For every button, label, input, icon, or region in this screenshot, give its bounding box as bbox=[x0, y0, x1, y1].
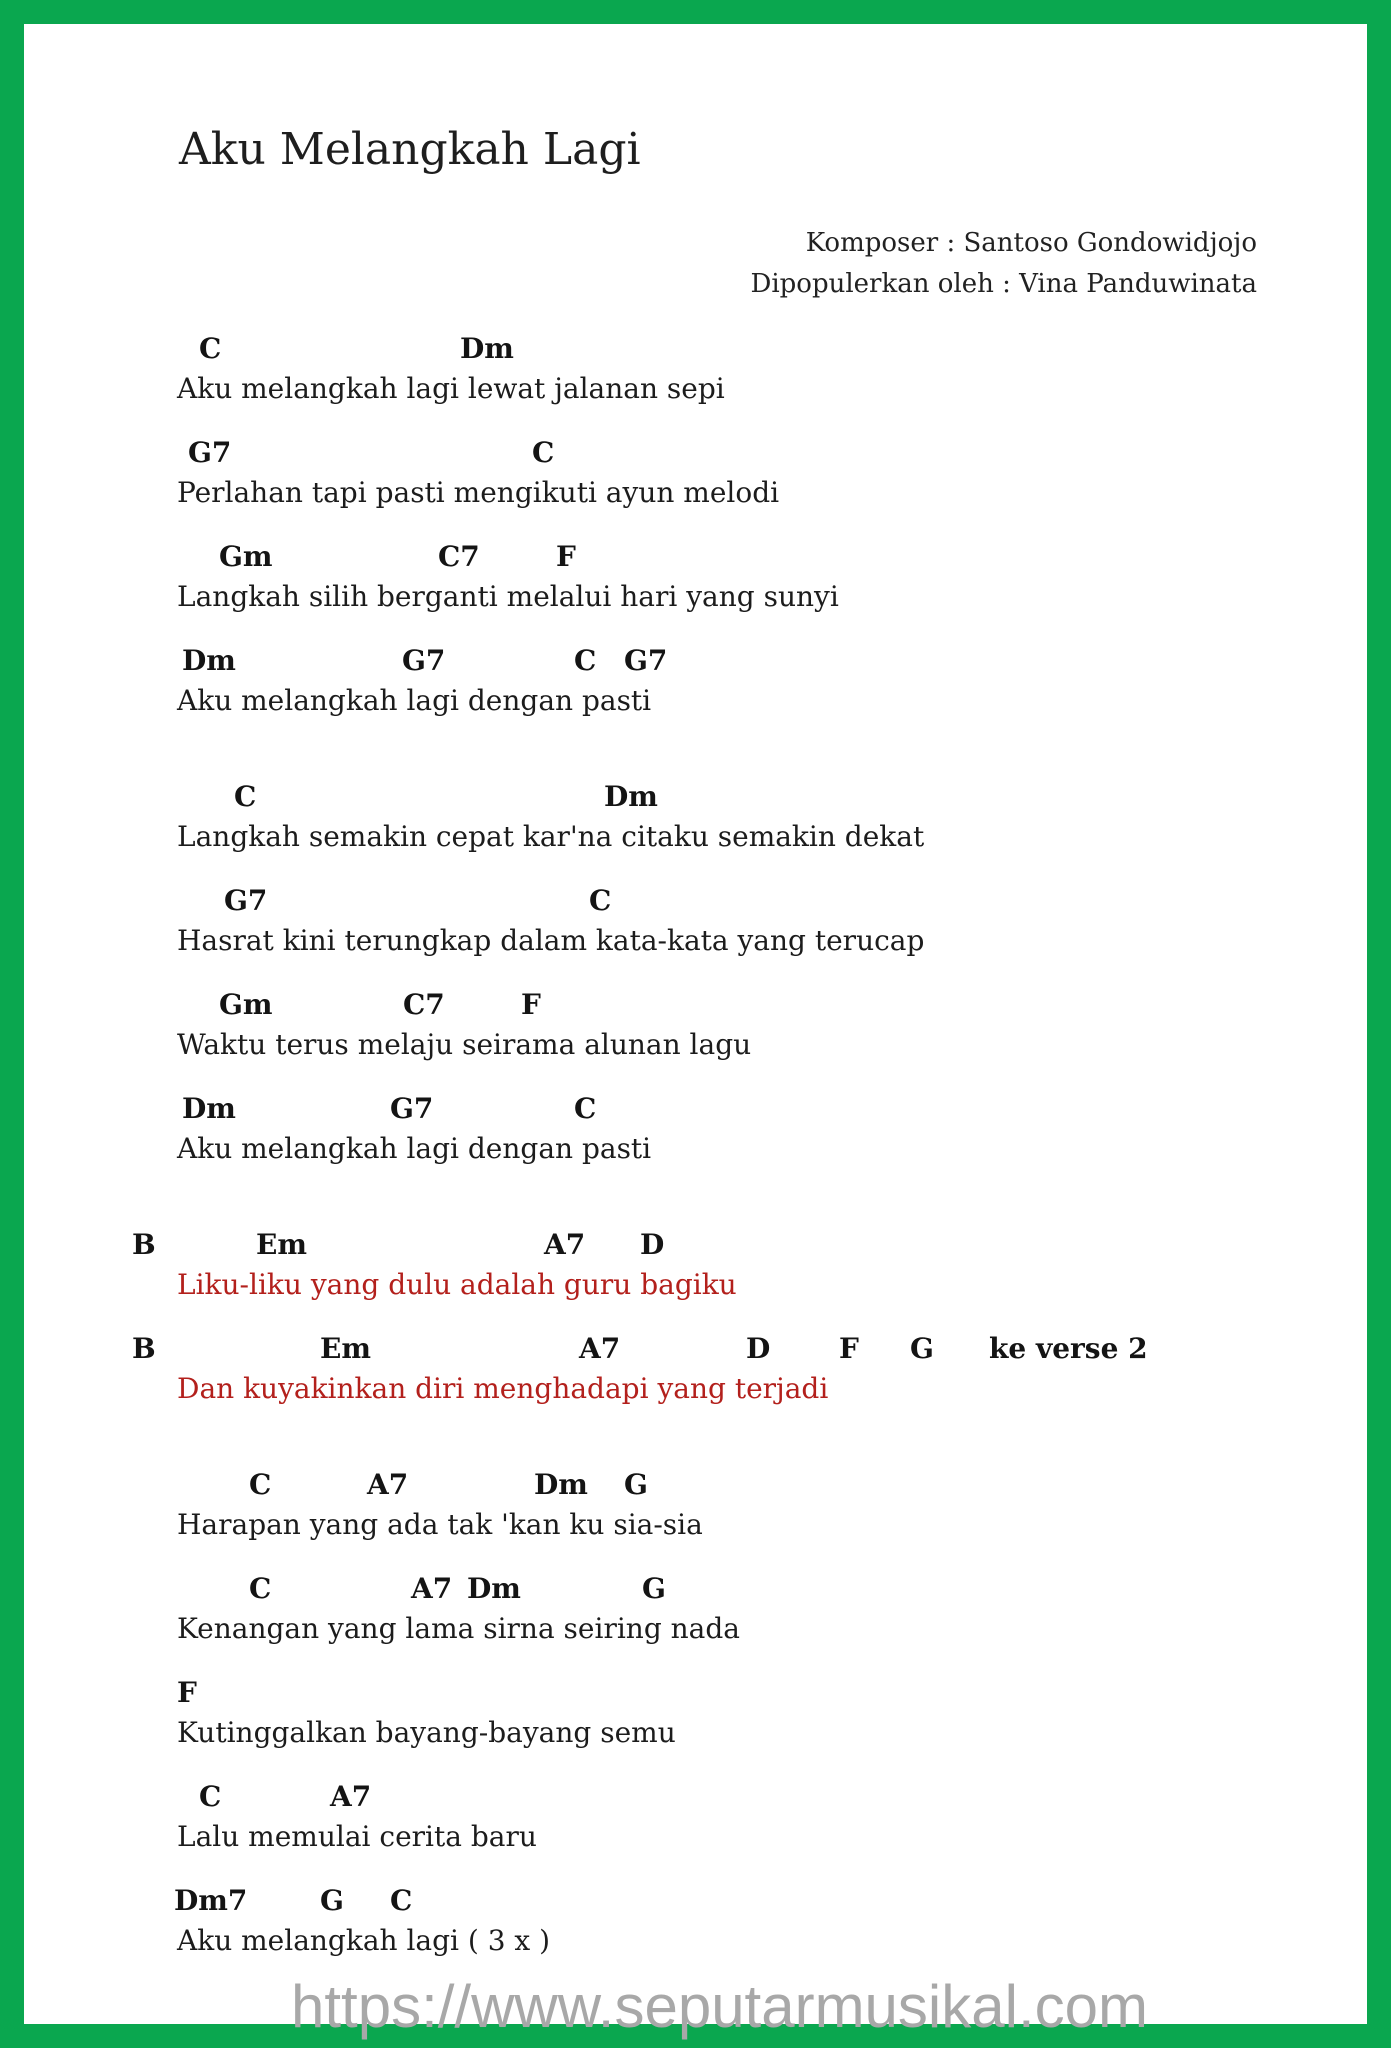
chord: C bbox=[589, 884, 612, 917]
chord: G7 bbox=[224, 884, 268, 917]
lyric-text: Aku melangkah lagi dengan pasti bbox=[177, 684, 652, 717]
lyric-text: Kutinggalkan bayang-bayang semu bbox=[177, 1716, 676, 1749]
chord: F bbox=[556, 540, 576, 573]
chord: Em bbox=[256, 1228, 307, 1261]
composer-credit: Komposer : Santoso Gondowidjojo bbox=[805, 228, 1257, 258]
chord: G bbox=[320, 1884, 344, 1917]
chord: C7 bbox=[403, 988, 445, 1021]
chord: C bbox=[574, 644, 597, 677]
chord: A7 bbox=[330, 1780, 372, 1813]
popularized-credit: Dipopulerkan oleh : Vina Panduwinata bbox=[750, 269, 1257, 299]
chord: Dm bbox=[460, 332, 514, 365]
chord: B bbox=[132, 1332, 156, 1365]
chord: C bbox=[199, 1780, 222, 1813]
chord: C bbox=[234, 780, 257, 813]
lyric-text: Aku melangkah lagi ( 3 x ) bbox=[177, 1924, 551, 1957]
chord: Gm bbox=[219, 988, 273, 1021]
chord: G bbox=[910, 1332, 934, 1365]
lyric-text: Perlahan tapi pasti mengikuti ayun melodi bbox=[177, 476, 780, 509]
chord: Em bbox=[320, 1332, 371, 1365]
chord: F bbox=[521, 988, 541, 1021]
chord: G7 bbox=[624, 644, 668, 677]
chord: Dm bbox=[604, 780, 658, 813]
song-title: Aku Melangkah Lagi bbox=[179, 124, 641, 175]
chord: C bbox=[249, 1468, 272, 1501]
chord: A7 bbox=[544, 1228, 586, 1261]
lyric-text: Langkah semakin cepat kar'na citaku semakin dekat bbox=[177, 820, 925, 853]
lyric-text: Lalu memulai cerita baru bbox=[177, 1820, 537, 1853]
lyric-text: Kenangan yang lama sirna seiring nada bbox=[177, 1612, 740, 1645]
chord: C bbox=[390, 1884, 413, 1917]
chord: G7 bbox=[390, 1092, 434, 1125]
chord: F bbox=[177, 1676, 197, 1709]
chord: Gm bbox=[219, 540, 273, 573]
chord: A7 bbox=[579, 1332, 621, 1365]
chord: A7 bbox=[411, 1572, 453, 1605]
chord: Dm7 bbox=[174, 1884, 248, 1917]
chord: B bbox=[132, 1228, 156, 1261]
chord: C bbox=[574, 1092, 597, 1125]
chord: G bbox=[624, 1468, 648, 1501]
chord: F bbox=[839, 1332, 859, 1365]
chord: C7 bbox=[438, 540, 480, 573]
lyric-text: Langkah silih berganti melalui hari yang sunyi bbox=[177, 580, 839, 613]
chord: Dm bbox=[467, 1572, 521, 1605]
lyric-text: Harapan yang ada tak 'kan ku sia-sia bbox=[177, 1508, 703, 1541]
chord: Dm bbox=[534, 1468, 588, 1501]
chord: C bbox=[532, 436, 555, 469]
chord: G7 bbox=[188, 436, 232, 469]
chord: D bbox=[746, 1332, 771, 1365]
chord: ke verse 2 bbox=[989, 1332, 1148, 1365]
lyric-text: Hasrat kini terungkap dalam kata-kata yang terucap bbox=[177, 924, 925, 957]
chord: Dm bbox=[182, 644, 236, 677]
chord: C bbox=[199, 332, 222, 365]
chord: A7 bbox=[367, 1468, 409, 1501]
lyric-text: Aku melangkah lagi lewat jalanan sepi bbox=[177, 372, 725, 405]
chord: G7 bbox=[402, 644, 446, 677]
lyric-text: Dan kuyakinkan diri menghadapi yang terjadi bbox=[177, 1372, 829, 1405]
chord: G bbox=[642, 1572, 666, 1605]
lyric-text: Liku-liku yang dulu adalah guru bagiku bbox=[177, 1268, 737, 1301]
lyric-text: Aku melangkah lagi dengan pasti bbox=[177, 1132, 652, 1165]
chord: D bbox=[640, 1228, 665, 1261]
lyric-text: Waktu terus melaju seirama alunan lagu bbox=[177, 1028, 752, 1061]
chord: Dm bbox=[182, 1092, 236, 1125]
watermark-url: https://www.seputarmusikal.com bbox=[291, 1973, 1148, 2040]
chord: C bbox=[249, 1572, 272, 1605]
